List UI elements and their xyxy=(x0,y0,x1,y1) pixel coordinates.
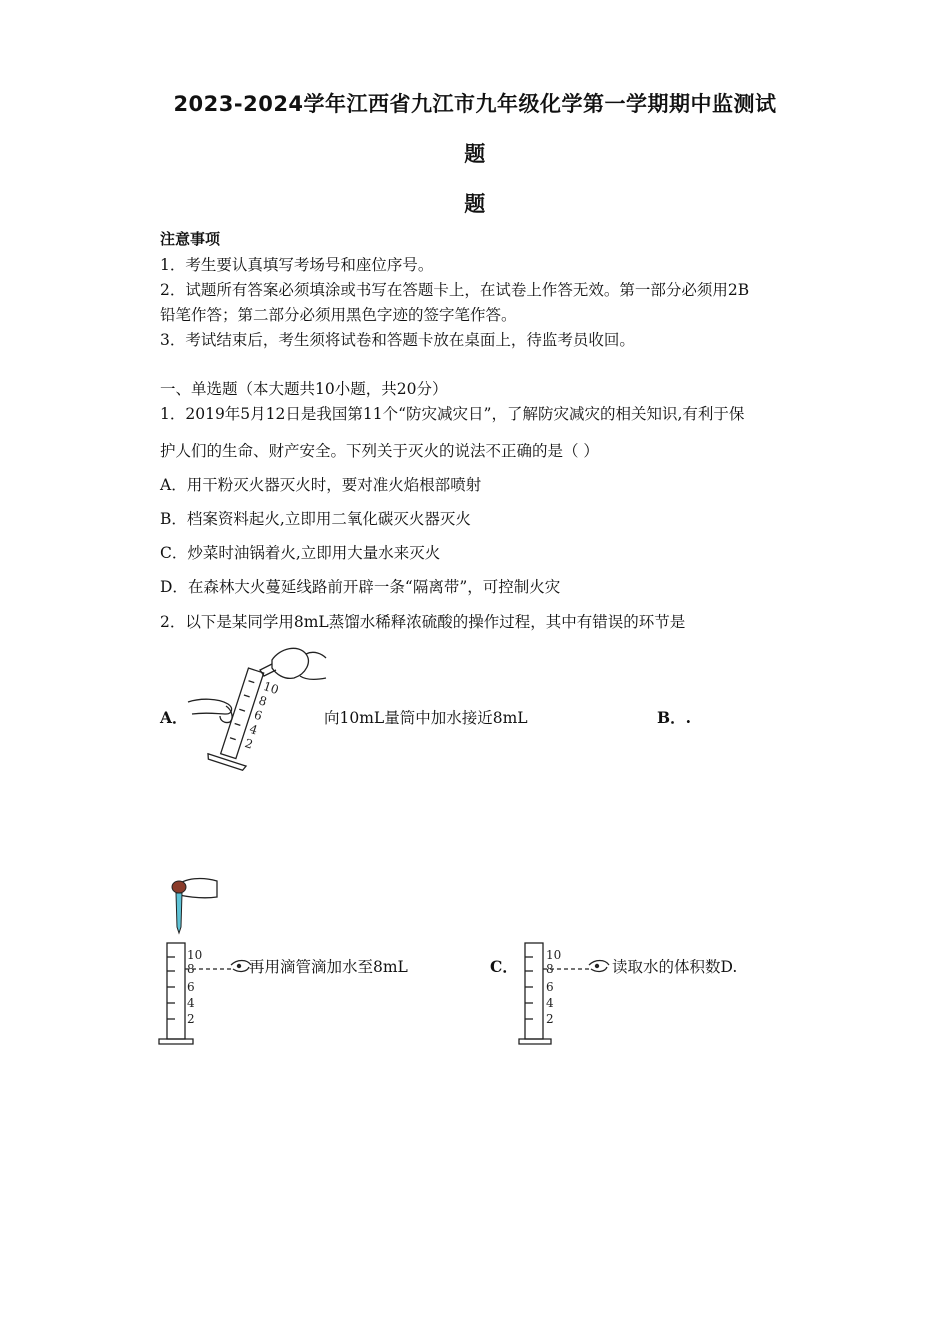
figure-c-reading-illustration xyxy=(515,935,615,1050)
q1-option-d: D．在森林大火蔓延线路前开辟一条“隔离带”，可控制火灾 xyxy=(160,578,561,596)
page-title-continued: 题 xyxy=(464,142,486,166)
tick-label: 8 xyxy=(187,962,195,976)
notice-item: 2．试题所有答案必须填涂或书写在答题卡上，在试卷上作答无效。第一部分必须用2B xyxy=(160,281,750,299)
tick-label: 2 xyxy=(243,736,255,752)
tick-label: 4 xyxy=(546,996,554,1010)
q1-option-a: A．用干粉灭火器灭火时，要对准火焰根部喷射 xyxy=(160,476,482,494)
tick-label: 4 xyxy=(187,996,195,1010)
q2-option-a-label: A． xyxy=(160,708,188,727)
q2-option-a-text: 向10mL量筒中加水接近8mL xyxy=(324,709,528,727)
figure-a-pouring-illustration xyxy=(180,640,330,780)
reagent-bottle-icon xyxy=(272,648,308,678)
q1-option-c: C．炒菜时油锅着火,立即用大量水来灭火 xyxy=(160,544,441,562)
notice-item: 铅笔作答；第二部分必须用黑色字迹的签字笔作答。 xyxy=(160,306,517,324)
tick-label: 6 xyxy=(546,980,554,994)
tick-label: 10 xyxy=(261,679,281,698)
tick-label: 10 xyxy=(187,948,203,962)
notice-item: 3．考试结束后，考生须将试卷和答题卡放在桌面上，待监考员收回。 xyxy=(160,331,635,349)
tick-label: 4 xyxy=(247,721,260,738)
q2-option-c-label: C． xyxy=(490,957,518,976)
q2-option-c-text: 读取水的体积数D. xyxy=(612,958,738,976)
section-heading: 一、单选题（本大题共10小题，共20分） xyxy=(160,380,448,398)
q2-option-b-text: 再用滴管滴加水至8mL xyxy=(249,958,408,976)
tick-label: 2 xyxy=(546,1012,554,1026)
tick-label: 6 xyxy=(187,980,195,994)
q1-option-b: B．档案资料起火,立即用二氧化碳灭火器灭火 xyxy=(160,510,471,528)
tick-label: 10 xyxy=(546,948,562,962)
q1-stem-continued: 护人们的生命、财产安全。下列关于灭火的说法不正确的是（ ） xyxy=(160,442,599,460)
q2-stem: 2．以下是某同学用8mL蒸馏水稀释浓硫酸的操作过程，其中有错误的环节是 xyxy=(160,613,686,631)
hand-icon xyxy=(188,699,232,714)
tick-label: 8 xyxy=(256,693,269,709)
tick-label: 8 xyxy=(546,962,554,976)
dropper-icon xyxy=(176,893,182,933)
tick-label: 6 xyxy=(252,707,264,724)
page-title: 2023-2024学年江西省九江市九年级化学第一学期期中监测试 xyxy=(173,92,777,116)
tick-label: 2 xyxy=(187,1012,195,1026)
page-subtitle: 题 xyxy=(464,192,486,216)
q2-option-b-label: B．. xyxy=(657,708,691,727)
notice-item: 1．考生要认真填写考场号和座位序号。 xyxy=(160,256,434,274)
notice-heading: 注意事项 xyxy=(160,230,221,248)
q1-stem: 1．2019年5月12日是我国第11个“防灾减灾日”，了解防灾减灾的相关知识,有利于保 xyxy=(160,405,745,423)
